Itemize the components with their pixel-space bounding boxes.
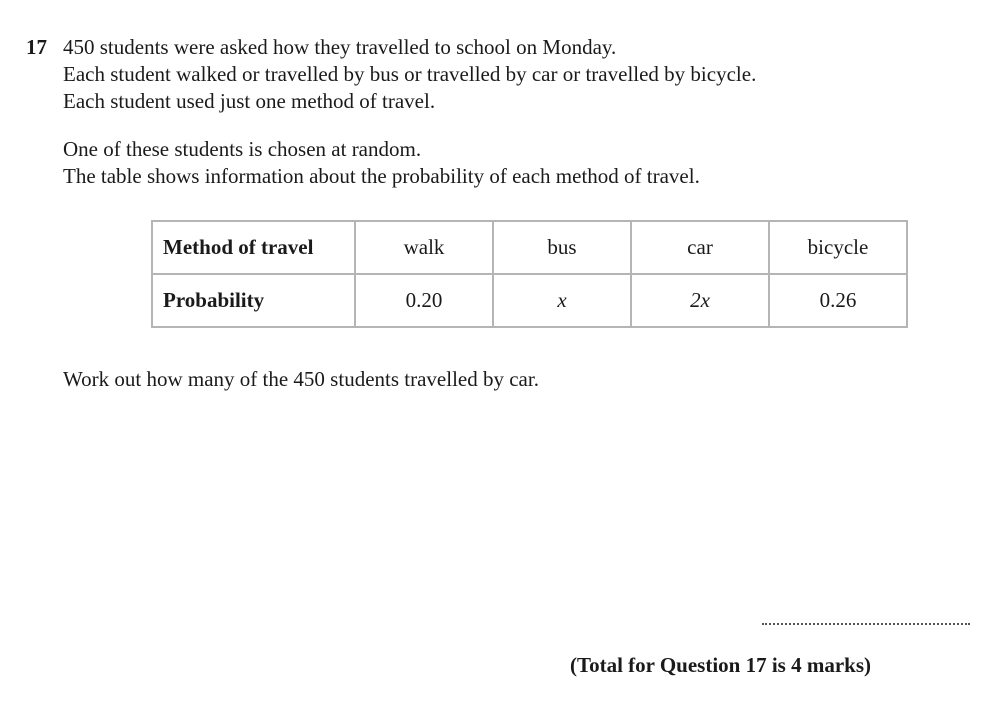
question-context bbox=[63, 136, 700, 190]
probability-bicycle-cell: 0.26 bbox=[769, 274, 907, 327]
probability-walk-cell: 0.20 bbox=[355, 274, 493, 327]
intro-line-3: Each student used just one method of travel. bbox=[63, 89, 436, 113]
question-task: Work out how many of the 450 students travelled by car. bbox=[63, 367, 539, 391]
method-row bbox=[152, 221, 907, 274]
probability-header-cell: Probability bbox=[152, 274, 355, 327]
probability-table bbox=[151, 220, 908, 328]
answer-line[interactable] bbox=[762, 623, 970, 625]
question-intro bbox=[63, 34, 756, 115]
question-number: 17 bbox=[26, 35, 47, 59]
total-marks: (Total for Question 17 is 4 marks) bbox=[570, 653, 872, 677]
probability-car-cell: 2x bbox=[631, 274, 769, 327]
context-line-2: The table shows information about the probability of each method of travel. bbox=[63, 164, 700, 188]
method-car-cell: car bbox=[631, 221, 769, 274]
method-walk-cell: walk bbox=[355, 221, 493, 274]
probability-row bbox=[152, 274, 907, 327]
intro-line-1: 450 students were asked how they travelled to school on Monday. bbox=[63, 35, 617, 59]
intro-line-2: Each student walked or travelled by bus or travelled by car or travelled by bicycle. bbox=[63, 62, 757, 86]
method-header-cell: Method of travel bbox=[152, 221, 355, 274]
method-bus-cell: bus bbox=[493, 221, 631, 274]
probability-bus-cell: x bbox=[493, 274, 631, 327]
context-line-1: One of these students is chosen at random. bbox=[63, 137, 422, 161]
method-bicycle-cell: bicycle bbox=[769, 221, 907, 274]
